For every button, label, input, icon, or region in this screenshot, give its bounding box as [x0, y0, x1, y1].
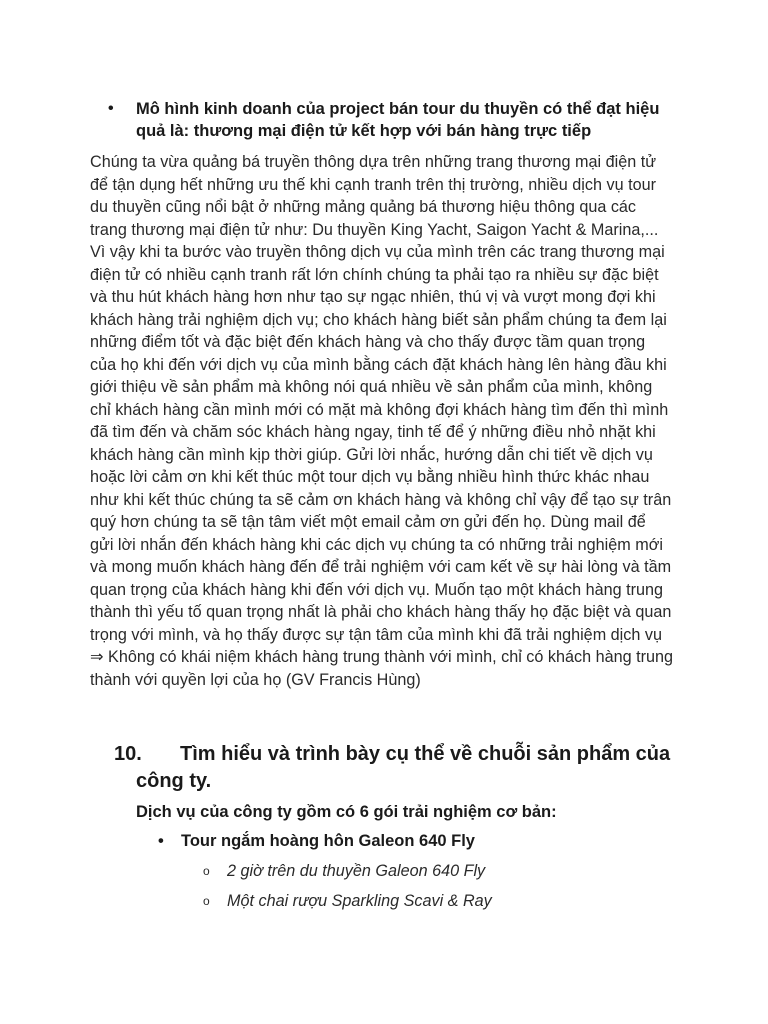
body-line: đã tìm đến và chăm sóc khách hàng ngay, tinh tế để ý những điều nhỏ nhặt khi [90, 423, 656, 441]
body-line: quý hơn chúng ta sẽ tận tâm viết một email cảm ơn gửi đến họ. Dùng mail để [90, 513, 646, 531]
body-line: và mong muốn khách hàng đến để trải nghiệm với cam kết về sự hài lòng và tầm [90, 558, 672, 576]
package-detail-item [203, 892, 492, 911]
body-line: gửi lời nhắn đến khách hàng khi các dịch vụ chúng ta có những trải nghiệm mới [90, 535, 663, 554]
body-line: khách hàng trải nghiệm dịch vụ; cho khách hàng biết sản phẩm chúng ta đem lại [90, 310, 667, 329]
body-paragraph [90, 151, 690, 691]
sub-bullet-marker: o [203, 894, 210, 908]
body-line: thành thì yếu tố quan trọng nhất là phải cho khách hàng thấy họ đặc biệt và quan [90, 603, 672, 621]
body-line: của họ khi đến với dịch vụ của mình bằng cách đặt khách hàng lên hàng đầu khi [90, 355, 667, 374]
body-line: du thuyền cũng nổi bật ở những mảng quảng bá thương hiệu thông qua các [90, 198, 637, 216]
bullet-heading [108, 98, 688, 142]
package-bullet: • [158, 832, 164, 850]
services-intro: Dịch vụ của công ty gồm có 6 gói trải nghiệm cơ bản: [136, 803, 557, 821]
section-number: 10. [114, 743, 142, 765]
body-line: khách hàng cần mình kịp thời giúp. Gửi lời nhắc, hướng dẫn chi tiết về dịch vụ [90, 445, 653, 464]
body-line: hoặc lời cảm ơn khi kết thúc một tour dịch vụ bằng nhiều hình thức khác nhau [90, 468, 650, 486]
body-line: Vì vậy khi ta bước vào truyền thông dịch vụ của mình trên các trang thương mại [90, 243, 665, 261]
body-line: giới thiệu về sản phẩm mà không nói quá nhiều về sản phẩm của mình, không [90, 378, 653, 396]
body-line: trang thương mại điện tử như: Du thuyền King Yacht, Saigon Yacht & Marina,... [90, 220, 659, 239]
body-line: ⇒ Không có khái niệm khách hàng trung thành với mình, chỉ có khách hàng trung [90, 648, 674, 666]
body-line: những điểm tốt và đặc biệt đến khách hàng và cho thấy được tầm quan trọng [90, 333, 646, 351]
body-line: thành với quyền lợi của họ (GV Francis Hùng) [90, 670, 421, 689]
section-title-line-2: công ty. [136, 770, 212, 792]
body-line: trọng với mình, và họ thấy được sự tận tâm của mình khi đã trải nghiệm dịch vụ [90, 625, 662, 644]
sub-bullet-marker: o [203, 864, 210, 878]
body-line: và thu hút khách hàng hơn như tạo sự ngạc nhiên, thú vị và vượt mong đợi khi [90, 288, 656, 306]
package-detail-item [203, 862, 485, 881]
section-title-line-1: Tìm hiểu và trình bày cụ thể về chuỗi sản phẩm của [180, 743, 671, 765]
section-heading [114, 741, 714, 795]
body-line: quan trọng của khách hàng khi đến với dịch vụ. Muốn tạo một khách hàng trung [90, 580, 664, 599]
bullet-marker: • [108, 100, 114, 117]
body-line: điện tử có nhiều cạnh tranh rất lớn chính chúng ta phải tạo ra nhiều sự đặc biệt [90, 265, 659, 284]
body-line: Chúng ta vừa quảng bá truyền thông dựa trên những trang thương mại điện tử [90, 153, 657, 171]
body-line: chỉ khách hàng cần mình mới có mặt mà không đợi khách hàng tìm đến thì mình [90, 400, 669, 419]
body-line: như khi kết thúc chúng ta sẽ cảm ơn khách hàng và không chỉ vậy để tạo sự trân [90, 490, 672, 509]
package-detail-text: Một chai rượu Sparkling Scavi & Ray [227, 892, 492, 910]
package-title: Tour ngắm hoàng hôn Galeon 640 Fly [181, 832, 475, 850]
bullet-heading-text: Mô hình kinh doanh của project bán tour du thuyền có thể đạt hiệu quả là: thương mại điện tử kết hợp với bán hàng trực tiếp [136, 100, 660, 140]
package-detail-text: 2 giờ trên du thuyền Galeon 640 Fly [227, 862, 486, 880]
package-item [158, 832, 475, 851]
body-line: để tận dụng hết những ưu thế khi cạnh tranh trên thị trường, nhiều dịch vụ tour [90, 175, 656, 194]
